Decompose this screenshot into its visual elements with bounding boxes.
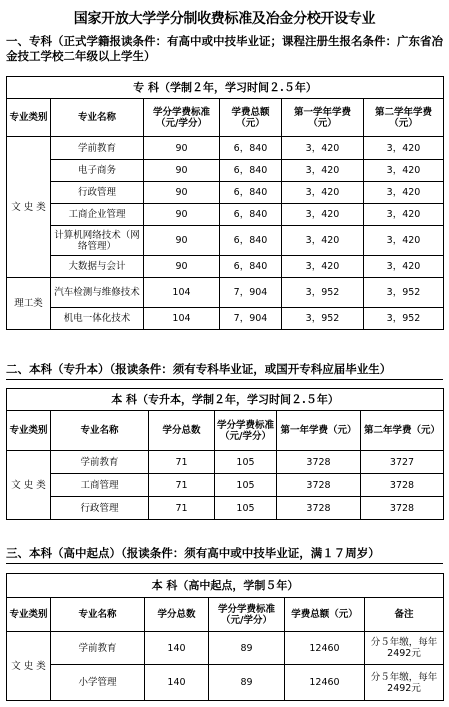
header-cell: 备注 bbox=[365, 598, 444, 632]
major-cell: 机电一体化技术 bbox=[51, 308, 144, 330]
value-cell: 6，840 bbox=[220, 182, 282, 204]
section1-caption: 专 科（学制２年，学习时间２.５年） bbox=[7, 77, 444, 99]
page-title: 国家开放大学学分制收费标准及冶金分校开设专业 bbox=[73, 11, 376, 27]
header-cell: 专业名称 bbox=[51, 411, 149, 451]
section3-caption: 本 科（高中起点，学制５年） bbox=[7, 574, 444, 598]
table-row bbox=[7, 497, 444, 520]
header-cell: 学分总数 bbox=[149, 411, 215, 451]
major-cell: 学前教育 bbox=[51, 451, 149, 474]
table-row bbox=[7, 451, 444, 474]
value-cell: 3727 bbox=[361, 451, 444, 474]
section3-table bbox=[6, 573, 444, 701]
section1-table bbox=[6, 76, 444, 330]
header-cell: 第一学年学费（元） bbox=[282, 99, 364, 137]
category-cell: 文 史 类 bbox=[7, 632, 51, 701]
section2-table bbox=[6, 388, 444, 520]
value-cell: 3，952 bbox=[364, 308, 444, 330]
value-cell: 105 bbox=[215, 497, 277, 520]
value-cell: 3，952 bbox=[282, 308, 364, 330]
value-cell: 3，420 bbox=[364, 256, 444, 278]
table-row bbox=[7, 204, 444, 226]
table-row bbox=[7, 308, 444, 330]
note-cell: 分５年缴，每年2492元 bbox=[365, 632, 444, 665]
value-cell: 90 bbox=[144, 160, 220, 182]
value-cell: 89 bbox=[209, 632, 285, 665]
value-cell: 104 bbox=[144, 308, 220, 330]
value-cell: 3，420 bbox=[364, 204, 444, 226]
value-cell: 104 bbox=[144, 278, 220, 308]
value-cell: 12460 bbox=[285, 632, 365, 665]
table-row bbox=[7, 226, 444, 256]
major-cell: 行政管理 bbox=[51, 182, 144, 204]
value-cell: 3，420 bbox=[282, 160, 364, 182]
value-cell: 105 bbox=[215, 474, 277, 497]
section1-heading: 一、专科（正式学籍报读条件：有高中或中技毕业证；课程注册生报名条件：广东省冶金技工学校二年级以上学生） bbox=[6, 34, 443, 63]
value-cell: 6，840 bbox=[220, 256, 282, 278]
value-cell: 3728 bbox=[361, 497, 444, 520]
value-cell: 3，952 bbox=[364, 278, 444, 308]
header-cell: 专业类别 bbox=[7, 598, 51, 632]
section-divider bbox=[6, 563, 443, 564]
value-cell: 6，840 bbox=[220, 160, 282, 182]
value-cell: 3，420 bbox=[282, 256, 364, 278]
value-cell: 3，420 bbox=[282, 226, 364, 256]
section3-heading: 三、本科（高中起点）（报读条件：须有高中或中技毕业证，满１７周岁） bbox=[6, 546, 380, 560]
table-row bbox=[7, 665, 444, 701]
value-cell: 3，420 bbox=[364, 160, 444, 182]
value-cell: 140 bbox=[145, 665, 209, 701]
table-row bbox=[7, 278, 444, 308]
table-row bbox=[7, 256, 444, 278]
header-cell: 学分学费标准（元/学分） bbox=[144, 99, 220, 137]
value-cell: 71 bbox=[149, 497, 215, 520]
value-cell: 3，420 bbox=[282, 182, 364, 204]
table-row bbox=[7, 182, 444, 204]
value-cell: 7，904 bbox=[220, 278, 282, 308]
major-cell: 电子商务 bbox=[51, 160, 144, 182]
major-cell: 大数据与会计 bbox=[51, 256, 144, 278]
major-cell: 工商企业管理 bbox=[51, 204, 144, 226]
header-cell: 学分学费标准（元/学分） bbox=[215, 411, 277, 451]
value-cell: 71 bbox=[149, 474, 215, 497]
value-cell: 90 bbox=[144, 182, 220, 204]
value-cell: 105 bbox=[215, 451, 277, 474]
value-cell: 7，904 bbox=[220, 308, 282, 330]
value-cell: 6，840 bbox=[220, 137, 282, 160]
note-cell: 分５年缴，每年2492元 bbox=[365, 665, 444, 701]
header-cell: 第二学年学费（元） bbox=[364, 99, 444, 137]
value-cell: 3728 bbox=[277, 451, 361, 474]
value-cell: 12460 bbox=[285, 665, 365, 701]
section2-heading: 二、本科（专升本）（报读条件：须有专科毕业证，或国开专科应届毕业生） bbox=[6, 362, 392, 376]
value-cell: 3，420 bbox=[364, 226, 444, 256]
major-cell: 工商管理 bbox=[51, 474, 149, 497]
header-cell: 第二年学费（元） bbox=[361, 411, 444, 451]
header-cell: 专业类别 bbox=[7, 411, 51, 451]
table-row bbox=[7, 632, 444, 665]
value-cell: 3728 bbox=[277, 497, 361, 520]
value-cell: 89 bbox=[209, 665, 285, 701]
major-cell: 学前教育 bbox=[51, 632, 145, 665]
major-cell: 学前教育 bbox=[51, 137, 144, 160]
value-cell: 71 bbox=[149, 451, 215, 474]
header-cell: 专业类别 bbox=[7, 99, 51, 137]
value-cell: 6，840 bbox=[220, 226, 282, 256]
category-cell: 文 史 类 bbox=[7, 451, 51, 520]
major-cell: 汽车检测与维修技术 bbox=[51, 278, 144, 308]
header-cell: 第一年学费（元） bbox=[277, 411, 361, 451]
header-cell: 学分总数 bbox=[145, 598, 209, 632]
value-cell: 3，420 bbox=[282, 137, 364, 160]
header-cell: 学费总额（元） bbox=[220, 99, 282, 137]
table-row bbox=[7, 137, 444, 160]
value-cell: 3728 bbox=[361, 474, 444, 497]
value-cell: 3728 bbox=[277, 474, 361, 497]
value-cell: 3，420 bbox=[364, 182, 444, 204]
value-cell: 3，952 bbox=[282, 278, 364, 308]
section-divider bbox=[6, 379, 443, 380]
value-cell: 6，840 bbox=[220, 204, 282, 226]
header-cell: 学费总额（元） bbox=[285, 598, 365, 632]
value-cell: 3，420 bbox=[364, 137, 444, 160]
header-cell: 专业名称 bbox=[51, 598, 145, 632]
major-cell: 行政管理 bbox=[51, 497, 149, 520]
header-cell: 学分学费标准（元/学分） bbox=[209, 598, 285, 632]
section2-caption: 本 科（专升本，学制２年，学习时间２.５年） bbox=[7, 389, 444, 411]
major-cell: 小学管理 bbox=[51, 665, 145, 701]
value-cell: 3，420 bbox=[282, 204, 364, 226]
table-row bbox=[7, 160, 444, 182]
header-cell: 专业名称 bbox=[51, 99, 144, 137]
category-cell: 理工类 bbox=[7, 278, 51, 330]
category-cell: 文 史 类 bbox=[7, 137, 51, 278]
value-cell: 90 bbox=[144, 226, 220, 256]
value-cell: 140 bbox=[145, 632, 209, 665]
table-row bbox=[7, 474, 444, 497]
major-cell: 计算机网络技术（网络管理） bbox=[51, 226, 144, 256]
value-cell: 90 bbox=[144, 256, 220, 278]
value-cell: 90 bbox=[144, 137, 220, 160]
value-cell: 90 bbox=[144, 204, 220, 226]
